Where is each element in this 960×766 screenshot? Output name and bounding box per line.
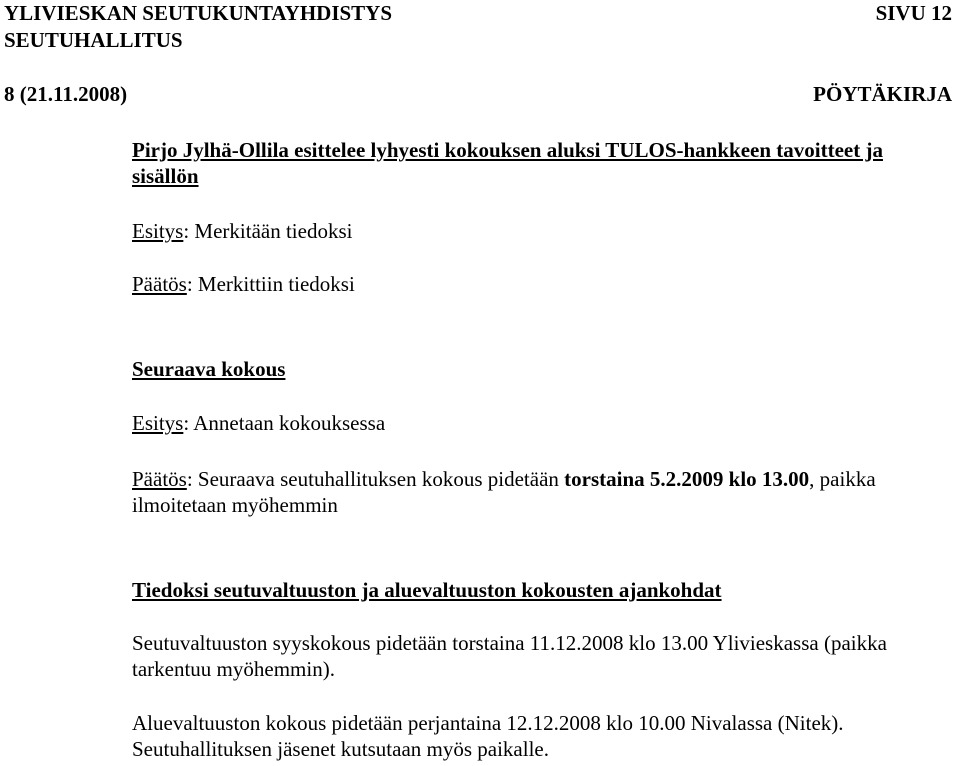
header-row-1 <box>4 0 956 26</box>
next-meeting-date: torstaina 5.2.2009 klo 13.00 <box>564 467 810 491</box>
document-type: PÖYTÄKIRJA <box>813 82 952 106</box>
esitys-label: Esitys <box>132 219 184 243</box>
paatos-text: : Merkittiin tiedoksi <box>186 272 355 296</box>
esitys-line <box>132 218 952 244</box>
paragraph: Seutuvaltuuston syyskokous pidetään torstaina 11.12.2008 klo 13.00 Ylivieskassa (paikka tarkentuu myöhemmin). <box>132 631 887 681</box>
paatos-text: : Seuraava seutuhallituksen kokous pidetään <box>186 467 565 491</box>
esitys-line <box>132 410 952 436</box>
esitys-text: : Merkitään tiedoksi <box>183 219 353 243</box>
page-number: SIVU 12 <box>875 1 952 25</box>
item-title: Seuraava kokous <box>132 357 286 381</box>
esitys-label: Esitys <box>132 411 184 435</box>
paatos-label: Päätös <box>132 467 187 491</box>
item-title: Pirjo Jylhä-Ollila esittelee lyhyesti kokouksen aluksi TULOS-hankkeen tavoitteet ja sisällön <box>132 138 883 188</box>
organization-name: YLIVIESKAN SEUTUKUNTAYHDISTYS <box>4 1 393 25</box>
paatos-text-continued: , paikka ilmoitetaan myöhemmin <box>132 467 876 517</box>
esitys-text: : Annetaan kokouksessa <box>183 411 386 435</box>
paatos-line <box>132 271 952 297</box>
meeting-number: 8 (21.11.2008) <box>4 82 128 106</box>
body-name: SEUTUHALLITUS <box>4 28 183 52</box>
item-title: Tiedoksi seutuvaltuuston ja aluevaltuuston kokousten ajankohdat <box>132 578 722 602</box>
header-row-3 <box>4 81 956 107</box>
paragraph: Aluevaltuuston kokous pidetään perjantaina 12.12.2008 klo 10.00 Nivalassa (Nitek). Seutuhallituksen jäsenet kutsutaan myös paikalle. <box>132 711 844 761</box>
paatos-line <box>132 466 940 518</box>
paatos-label: Päätös <box>132 272 187 296</box>
header-row-2 <box>4 27 956 53</box>
